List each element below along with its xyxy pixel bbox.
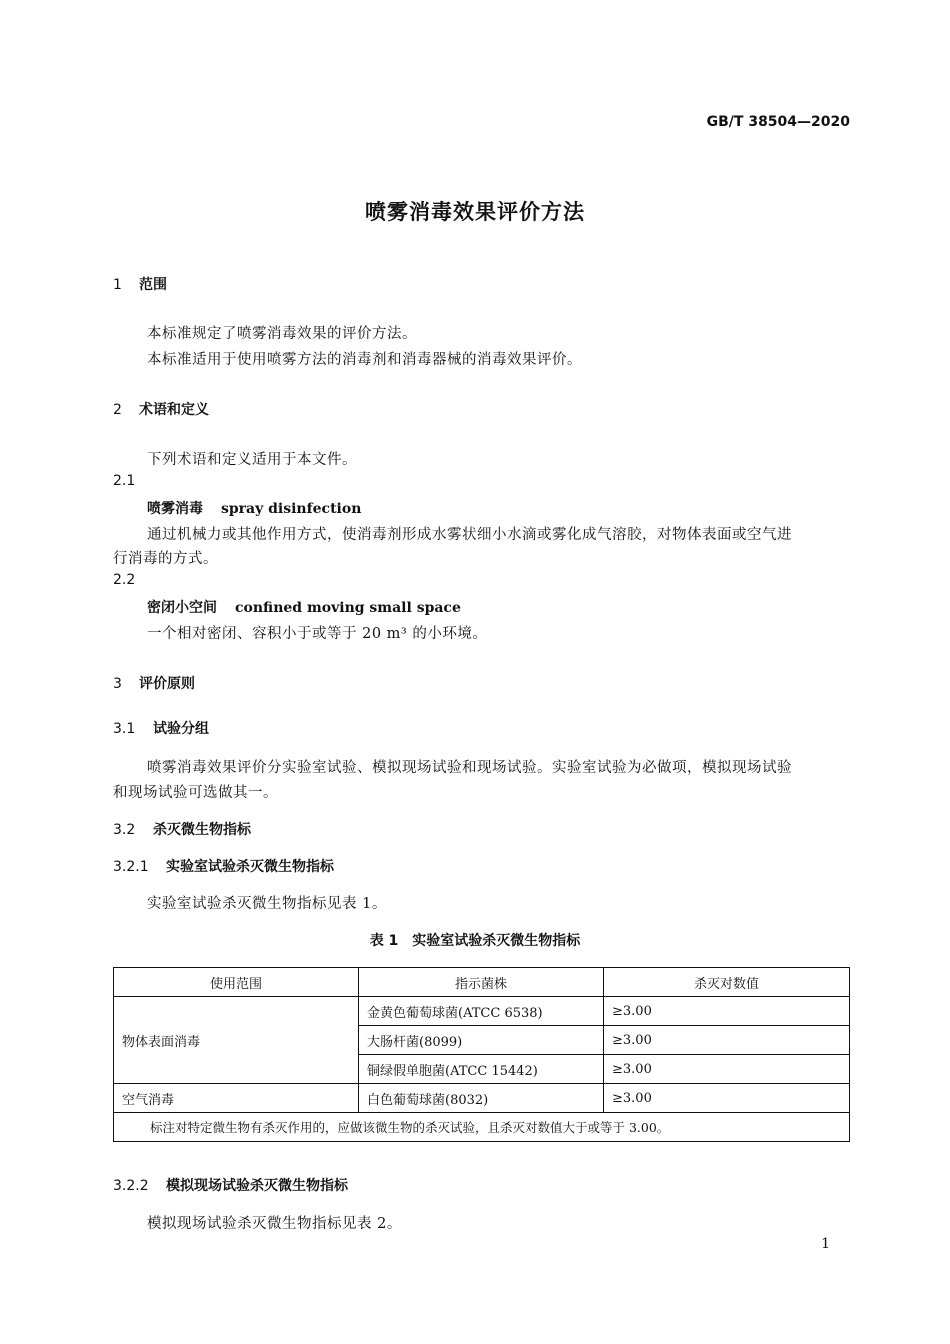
paragraph: 喷雾消毒效果评价分实验室试验、模拟现场试验和现场试验。实验室试验为必做项，模拟现场试验: [147, 760, 792, 776]
section-number: 3.2.1: [113, 859, 149, 875]
section-3-heading: [113, 673, 195, 693]
section-number: 3: [113, 676, 122, 692]
column-header: 指示菌株: [359, 968, 604, 997]
term-en: confined moving small space: [235, 600, 461, 616]
table-row: [114, 997, 850, 1026]
usage-scope-cell: 空气消毒: [114, 1084, 359, 1113]
paragraph: 本标准规定了喷雾消毒效果的评价方法。: [147, 326, 417, 342]
subsection-3-2-1-heading: [113, 856, 334, 876]
table-row: [114, 1084, 850, 1113]
section-number: 1: [113, 277, 122, 293]
subsection-3-2-heading: [113, 819, 251, 839]
section-title: 试验分组: [153, 721, 209, 737]
section-title: 杀灭微生物指标: [153, 822, 251, 838]
section-title: 范围: [139, 277, 167, 293]
term-en: spray disinfection: [221, 501, 362, 517]
document-title: 喷雾消毒效果评价方法: [365, 200, 585, 224]
column-header: 杀灭对数值: [604, 968, 850, 997]
table-header-row: [114, 968, 850, 997]
term-definition: 行消毒的方式。: [113, 551, 218, 567]
log-value-cell: ≥3.00: [604, 1055, 850, 1084]
table-note: 标注对特定微生物有杀灭作用的，应做该微生物的杀灭试验，且杀灭对数值大于或等于 3.00。: [114, 1113, 850, 1142]
log-value-cell: ≥3.00: [604, 997, 850, 1026]
column-header: 使用范围: [114, 968, 359, 997]
log-value-cell: ≥3.00: [604, 1084, 850, 1113]
paragraph: 模拟现场试验杀灭微生物指标见表 2。: [147, 1216, 402, 1232]
section-title: 术语和定义: [139, 402, 209, 418]
section-title: 评价原则: [139, 676, 195, 692]
kill-index-table: [113, 967, 850, 1142]
section-2-heading: [113, 399, 209, 419]
section-number: 3.1: [113, 721, 136, 737]
subsection-3-1-heading: [113, 718, 209, 738]
section-number: 3.2: [113, 822, 136, 838]
subsection-3-2-2-heading: [113, 1175, 348, 1195]
strain-cell: 铜绿假单胞菌(ATCC 15442): [359, 1055, 604, 1084]
section-number: 2: [113, 402, 122, 418]
term-entry: [147, 498, 361, 518]
term-entry: [147, 597, 461, 617]
strain-cell: 白色葡萄球菌(8032): [359, 1084, 604, 1113]
term-zh: 喷雾消毒: [147, 501, 203, 517]
usage-scope-cell: 物体表面消毒: [114, 997, 359, 1084]
table-caption: 表 1 实验室试验杀灭微生物指标: [369, 933, 581, 949]
term-number: 2.2: [113, 572, 136, 588]
term-definition: 一个相对密闭、容积小于或等于 20 m³ 的小环境。: [147, 626, 488, 642]
section-number: 3.2.2: [113, 1178, 149, 1194]
term-zh: 密闭小空间: [147, 600, 217, 616]
paragraph: 下列术语和定义适用于本文件。: [147, 452, 357, 468]
standard-number: GB/T 38504—2020: [706, 114, 850, 130]
page-number: 1: [821, 1236, 830, 1252]
strain-cell: 金黄色葡萄球菌(ATCC 6538): [359, 997, 604, 1026]
log-value-cell: ≥3.00: [604, 1026, 850, 1055]
strain-cell: 大肠杆菌(8099): [359, 1026, 604, 1055]
term-definition: 通过机械力或其他作用方式，使消毒剂形成水雾状细小水滴或雾化成气溶胶，对物体表面或空气进: [147, 527, 792, 543]
paragraph: 和现场试验可选做其一。: [113, 785, 278, 801]
paragraph: 本标准适用于使用喷雾方法的消毒剂和消毒器械的消毒效果评价。: [147, 352, 582, 368]
section-1-heading: [113, 274, 167, 294]
section-title: 实验室试验杀灭微生物指标: [166, 859, 334, 875]
section-title: 模拟现场试验杀灭微生物指标: [166, 1178, 348, 1194]
paragraph: 实验室试验杀灭微生物指标见表 1。: [147, 896, 387, 912]
table-note-row: [114, 1113, 850, 1142]
term-number: 2.1: [113, 473, 136, 489]
